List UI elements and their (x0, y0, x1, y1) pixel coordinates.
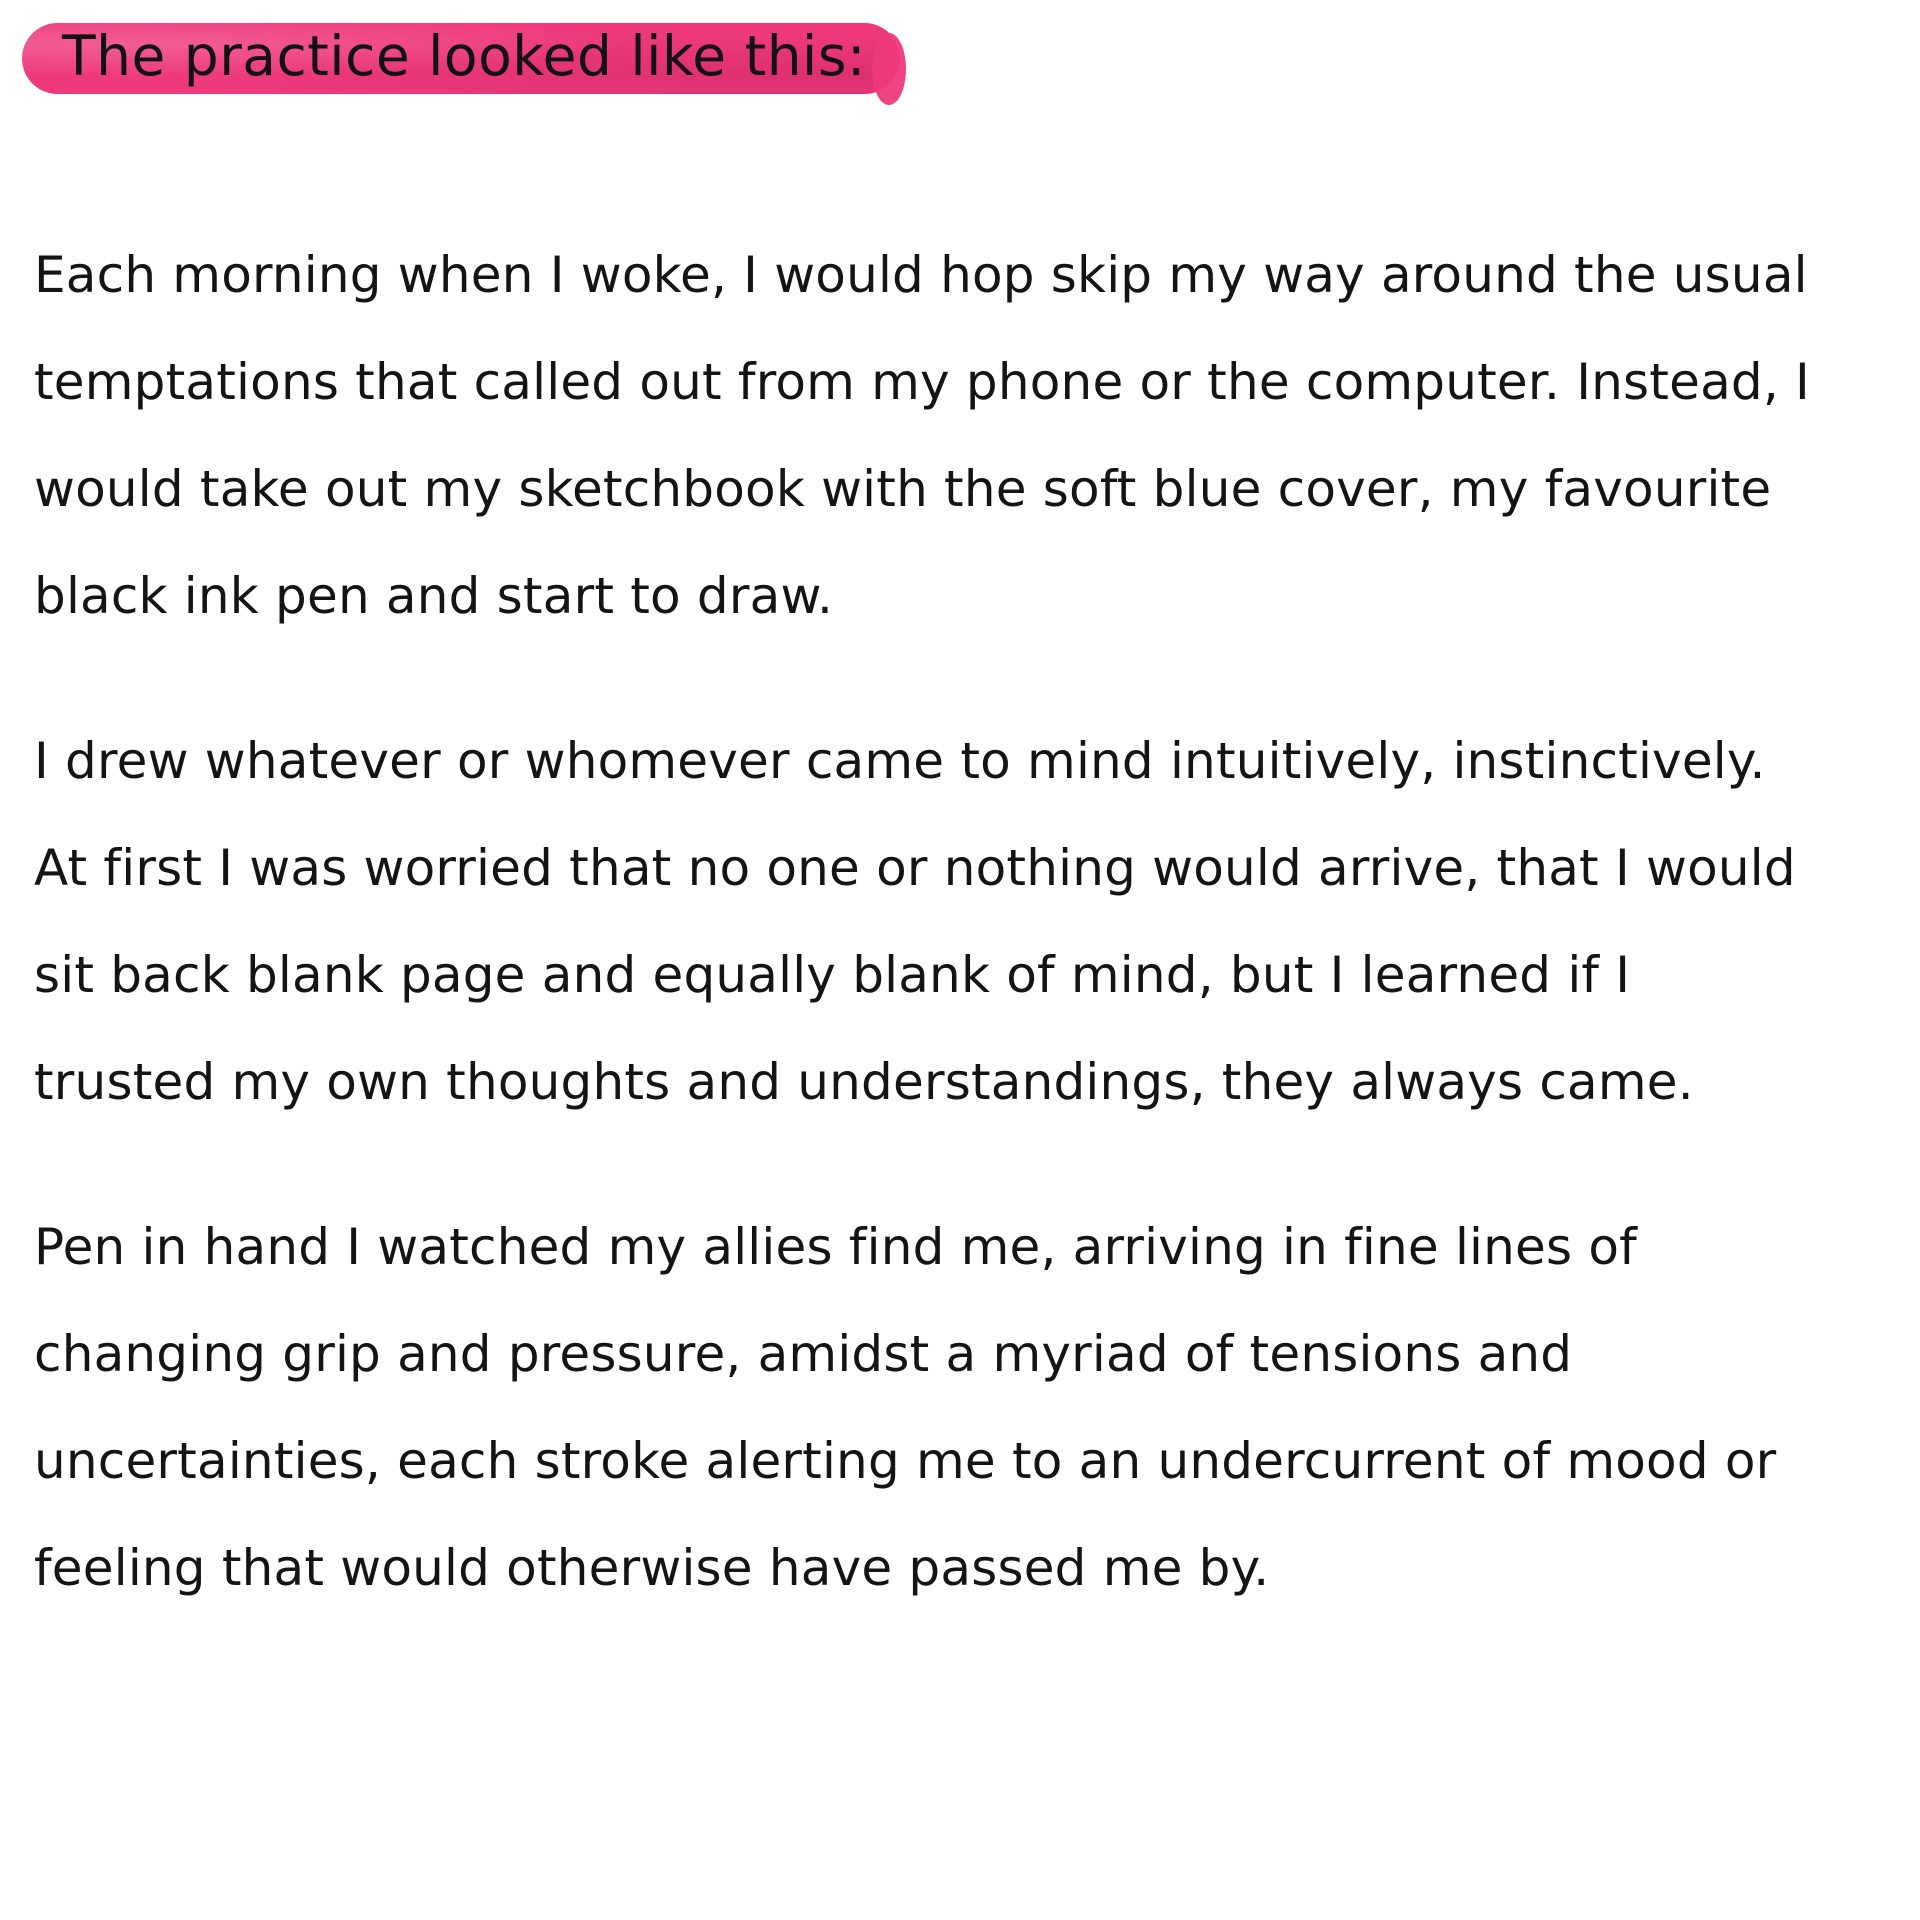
marker-highlight (22, 23, 900, 94)
page-heading: The practice looked like this: (62, 23, 867, 88)
paragraph-1: Each morning when I woke, I would hop skip my way around the usual temptations that called out from my phone or the computer. Instead, I would take out my sketchbook with the soft blue cover, my favourite black ink pen and start to draw. (34, 246, 1810, 625)
paragraph-3: Pen in hand I watched my allies find me, arriving in fine lines of changing grip and pressure, amidst a myriad of tensions and uncertainties, each stroke alerting me to an undercurrent of mood or feeling that would otherwise have passed me by. (34, 1218, 1777, 1597)
heading-highlight-wrapper (22, 6, 900, 110)
paragraph-2: I drew whatever or whomever came to mind intuitively, instinctively. At first I was worried that no one or nothing would arrive, that I would sit back blank page and equally blank of mind, but I learned if I trusted my own thoughts and understandings, they always came. (34, 732, 1796, 1111)
body-text (34, 222, 1886, 1622)
